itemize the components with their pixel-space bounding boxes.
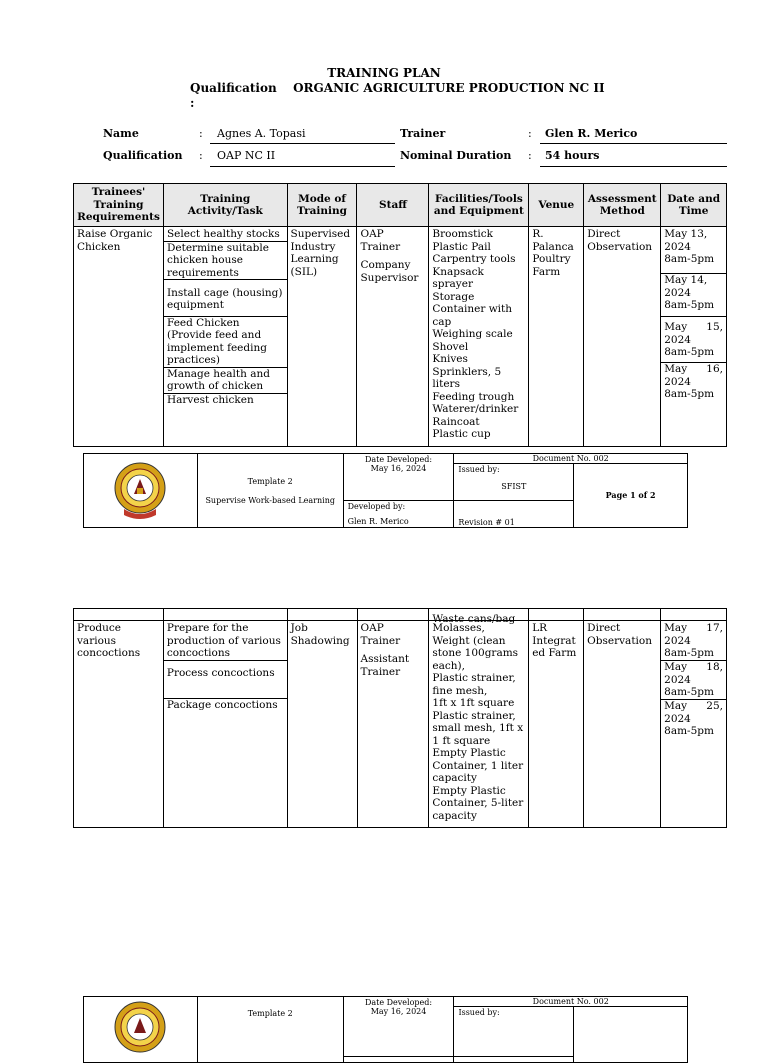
date-time: 8am-5pm xyxy=(664,346,715,358)
date-year: 2024 xyxy=(664,286,691,299)
header-activity: Training Activity/Task xyxy=(163,184,287,227)
trainer-label: Trainer xyxy=(400,127,446,140)
issued-by-cell xyxy=(454,1007,574,1057)
task-item: Feed Chicken (Provide feed and implement feeding practices) xyxy=(164,316,287,367)
task-item: Manage health and growth of chicken xyxy=(164,367,287,393)
date-item xyxy=(661,660,726,699)
date-year: 2024 xyxy=(664,634,691,647)
issued-by-label: Issued by: xyxy=(458,1008,500,1017)
facility-item: Empty Plastic Container, 1 liter capacity xyxy=(432,747,524,784)
issued-by-value: SFIST xyxy=(501,482,527,491)
date-item xyxy=(661,316,726,362)
task-item: Prepare for the production of various concoctions xyxy=(166,622,281,659)
date-day: May 13, xyxy=(664,228,708,240)
school-seal-logo xyxy=(112,1000,168,1058)
staff-item: Assistant Trainer xyxy=(360,653,410,678)
header-assessment: Assessment Method xyxy=(584,184,661,227)
task-item: Select healthy stocks xyxy=(166,228,280,240)
date-day: May 14, xyxy=(664,274,708,286)
venue-cell: R. Palanca Poultry Farm xyxy=(529,227,584,447)
dates-cell xyxy=(661,621,727,828)
facility-item: Plastic Pail xyxy=(432,240,491,253)
header-venue: Venue xyxy=(529,184,584,227)
task-item: Process concoctions xyxy=(164,660,287,698)
date-time: 8am-5pm xyxy=(664,686,714,698)
template-subtitle: Supervise Work-based Learning xyxy=(205,495,335,505)
facility-item: Carpentry tools xyxy=(432,253,516,265)
header-date: Date and Time xyxy=(661,184,727,227)
assessment-cell: Direct Observation xyxy=(584,621,661,828)
date-year: 2024 xyxy=(664,333,691,346)
duration-colon: : xyxy=(528,149,532,162)
staff-item: Company Supervisor xyxy=(360,259,419,284)
document-no: Document No. 002 xyxy=(454,454,688,464)
tasks-cell xyxy=(163,621,287,828)
name-colon: : xyxy=(199,127,203,140)
name-underline xyxy=(210,143,395,144)
date-time: 8am-5pm xyxy=(664,299,715,311)
facility-item: Weight (clean stone 100grams each), xyxy=(432,634,519,672)
name-value: Agnes A. Topasi xyxy=(217,127,306,140)
facility-item: Storage Container with cap xyxy=(432,290,513,328)
document-footer-2 xyxy=(83,996,688,1063)
tasks-cell xyxy=(163,227,287,447)
date-year: 2024 xyxy=(664,712,691,725)
training-plan-table xyxy=(73,183,727,447)
mode-cell: Job Shadowing xyxy=(287,621,357,828)
trainer-value: Glen R. Merico xyxy=(545,127,638,140)
facilities-overlap-cell xyxy=(429,609,529,625)
mode-cell: Supervised Industry Learning (SIL) xyxy=(287,227,357,447)
date-time: 8am-5pm xyxy=(664,388,715,400)
template-name: Template 2 xyxy=(247,1009,293,1018)
facility-item: Broomstick xyxy=(432,228,493,240)
table-row xyxy=(74,227,727,447)
task-item: Install cage (housing) equipment xyxy=(164,279,287,316)
date-developed-cell xyxy=(343,997,454,1057)
training-plan-table-continued xyxy=(73,608,727,828)
facilities-cell xyxy=(429,621,529,828)
date-item xyxy=(661,228,726,273)
task-item: Determine suitable chicken house requirements xyxy=(164,241,287,279)
date-developed-label: Date Developed: xyxy=(364,998,433,1007)
facility-item: Plastic strainer, small mesh, 1ft x 1 ft square xyxy=(432,709,524,747)
date-year: 2024 xyxy=(664,240,691,253)
date-item xyxy=(661,699,726,738)
facility-item: Feeding trough xyxy=(432,390,515,403)
document-footer xyxy=(83,453,688,528)
facility-item: Plastic cup xyxy=(432,428,491,440)
date-time: 8am-5pm xyxy=(664,647,714,659)
developed-by-value: Glen R. Merico xyxy=(347,517,409,526)
template-name: Template 2 xyxy=(247,476,293,486)
duration-label: Nominal Duration xyxy=(400,149,512,162)
duration-underline xyxy=(540,166,727,167)
facility-item: Weighing scale xyxy=(432,328,513,340)
facility-item: Sprinklers, 5 liters xyxy=(432,365,502,390)
school-seal-logo xyxy=(112,461,168,519)
developed-by-label: Developed by: xyxy=(347,502,406,511)
facilities-cell xyxy=(429,227,529,447)
duration-value: 54 hours xyxy=(545,149,600,162)
qualification-underline xyxy=(210,166,395,167)
logo-cell xyxy=(84,454,198,528)
header-mode: Mode of Training xyxy=(287,184,357,227)
date-year: 2024 xyxy=(664,375,691,388)
date-time: 8am-5pm xyxy=(664,253,715,265)
qualification-header-value: ORGANIC AGRICULTURE PRODUCTION NC II xyxy=(293,81,605,95)
date-item xyxy=(661,273,726,316)
date-day: May 15, xyxy=(664,321,723,333)
date-developed-value: May 16, 2024 xyxy=(370,1007,427,1016)
facility-item: Waste cans/bag xyxy=(432,613,516,625)
table-row xyxy=(74,621,727,828)
venue-cell: LR Integrat ed Farm xyxy=(529,621,584,828)
staff-cell xyxy=(357,227,429,447)
task-item: Harvest chicken xyxy=(164,393,287,407)
developed-by-cell xyxy=(343,501,454,528)
template-cell xyxy=(197,454,343,528)
date-developed-cell xyxy=(343,454,454,501)
staff-item: OAP Trainer xyxy=(360,228,401,253)
name-label: Name xyxy=(103,127,139,140)
table-header-row xyxy=(74,609,727,621)
page-title: TRAINING PLAN xyxy=(327,66,441,80)
facility-item: Empty Plastic Container, 5-liter capacity xyxy=(432,784,524,822)
date-year: 2024 xyxy=(664,673,691,686)
qualification-header xyxy=(190,81,605,95)
facility-item: Raincoat xyxy=(432,415,480,428)
date-developed-value: May 16, 2024 xyxy=(370,464,427,473)
date-day: May 25, xyxy=(664,700,723,712)
facility-item: Plastic strainer, fine mesh, xyxy=(432,672,516,697)
task-item: Package concoctions xyxy=(164,698,287,712)
header-facilities: Facilities/Tools and Equipment xyxy=(429,184,529,227)
issued-by-label: Issued by: xyxy=(458,465,500,474)
qualification-colon: : xyxy=(199,149,203,162)
staff-item: OAP Trainer xyxy=(360,622,401,647)
template-cell xyxy=(197,997,343,1063)
requirement-cell: Produce various concoctions xyxy=(74,621,164,828)
date-day: May 17, xyxy=(664,622,723,634)
header-staff: Staff xyxy=(357,184,429,227)
issued-by-cell xyxy=(454,464,574,501)
qualification-label: Qualification xyxy=(103,149,183,162)
dates-cell xyxy=(661,227,727,447)
staff-cell xyxy=(357,621,429,828)
facility-item: Waterer/drinker xyxy=(432,403,519,415)
header-requirements: Trainees' Training Requirements xyxy=(74,184,164,227)
date-item xyxy=(661,362,726,401)
date-item xyxy=(661,622,726,660)
logo-cell xyxy=(84,997,198,1063)
assessment-cell: Direct Observation xyxy=(584,227,661,447)
facility-item: Knapsack sprayer xyxy=(432,265,484,290)
facility-item: Shovel xyxy=(432,340,469,353)
qualification-header-label: Qualification xyxy=(190,81,277,95)
trainer-underline xyxy=(540,143,727,144)
trainer-colon: : xyxy=(528,127,532,140)
date-time: 8am-5pm xyxy=(664,725,714,737)
facility-item: 1ft x 1ft square xyxy=(432,697,515,709)
qualification-value: OAP NC II xyxy=(217,149,276,162)
table-header-row xyxy=(74,184,727,227)
date-day: May 16, xyxy=(664,363,723,375)
date-day: May 18, xyxy=(664,661,723,673)
document-no: Document No. 002 xyxy=(454,997,688,1007)
facility-item: Molasses, xyxy=(432,622,485,634)
requirement-cell: Raise Organic Chicken xyxy=(74,227,164,447)
facility-item: Knives xyxy=(432,353,468,365)
qualification-header-colon: : xyxy=(190,96,195,110)
date-developed-label: Date Developed: xyxy=(364,455,433,464)
page-number: Page 1 of 2 xyxy=(574,464,688,528)
revision: Revision # 01 xyxy=(454,501,574,528)
